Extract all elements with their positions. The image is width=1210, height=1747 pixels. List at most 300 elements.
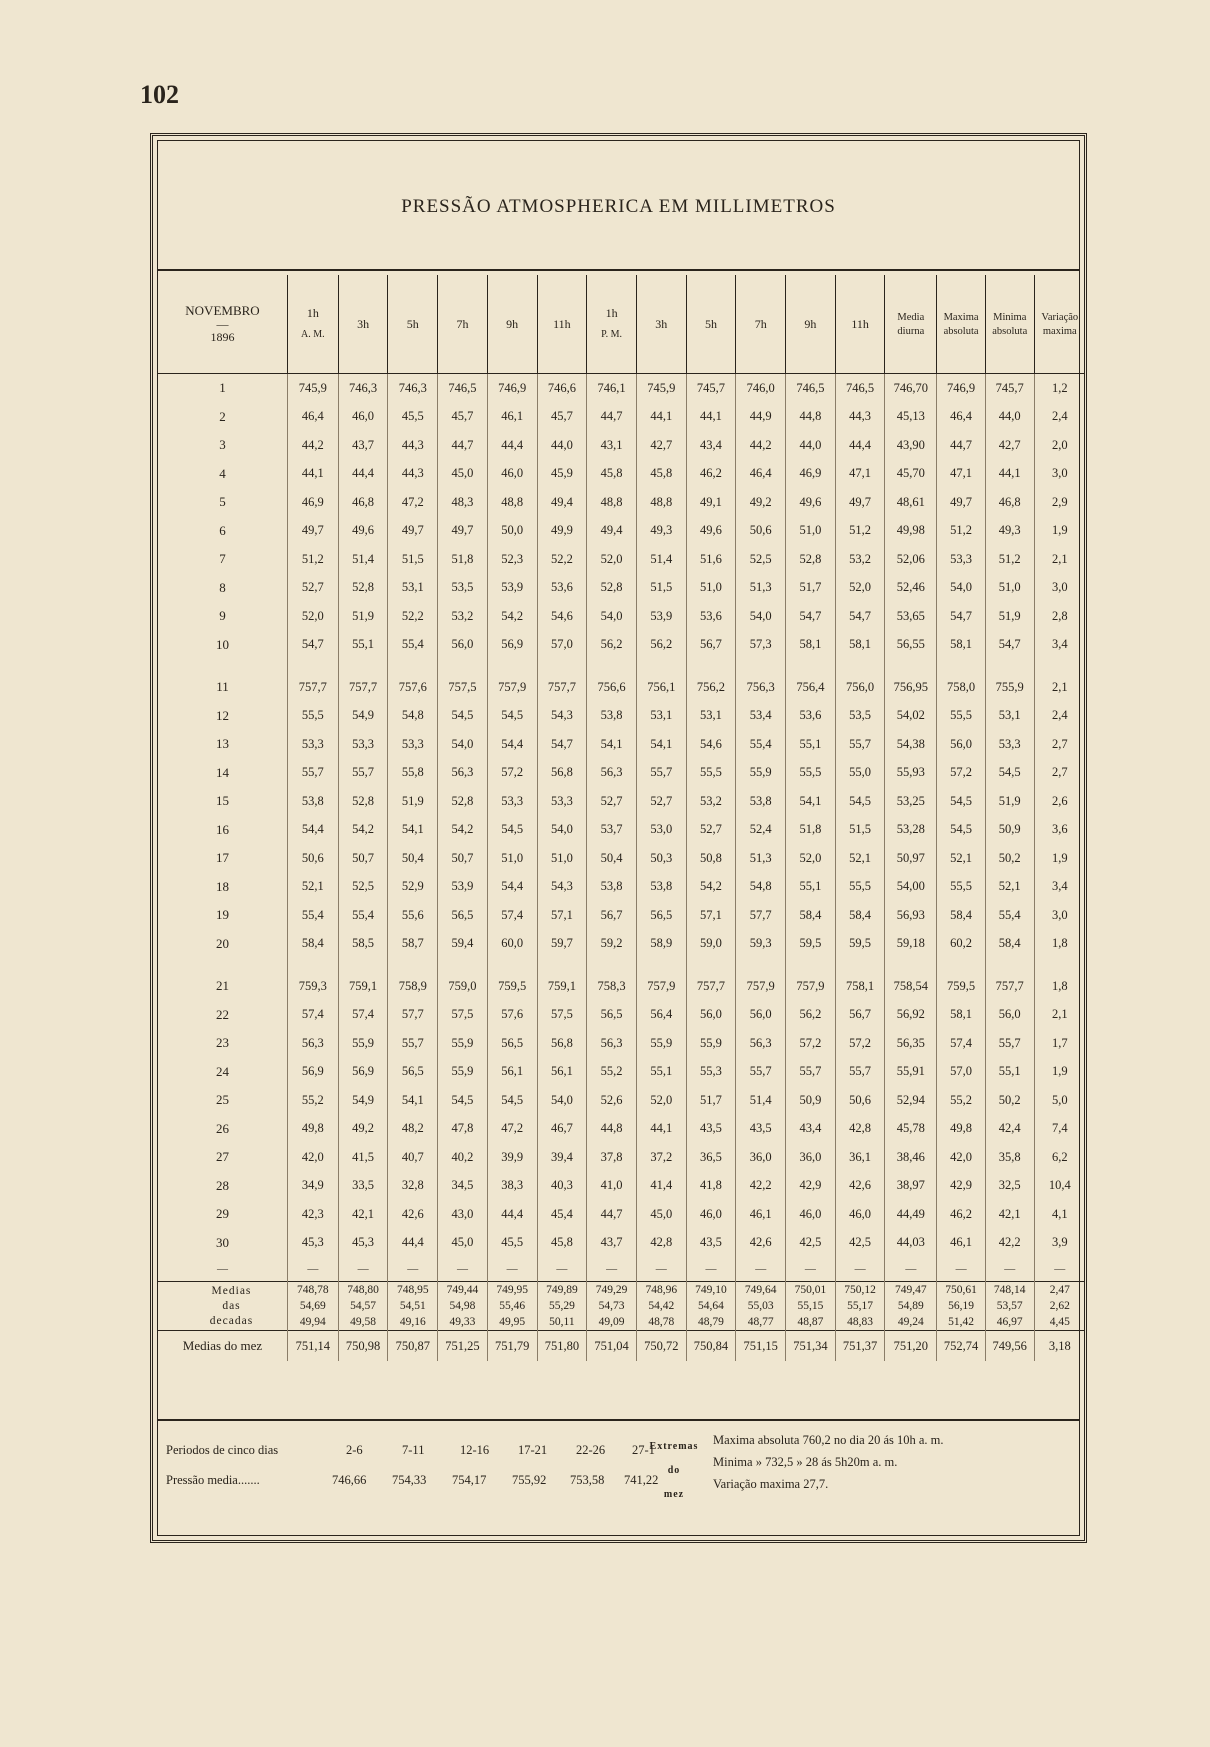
value-cell: 1,7: [1034, 1029, 1085, 1058]
day-cell: 4: [219, 465, 226, 481]
decade-value: 750,12: [835, 1282, 885, 1299]
value-cell: 55,9: [636, 1029, 686, 1058]
day-cell: 21: [215, 978, 229, 994]
value-cell: 757,9: [636, 972, 686, 1001]
value-cell: 3,0: [1034, 574, 1085, 603]
value-cell: 46,1: [937, 1229, 986, 1258]
value-cell: 43,7: [338, 431, 388, 460]
value-cell: 44,4: [338, 460, 388, 489]
value-cell: 54,7: [537, 730, 587, 759]
value-cell: 44,0: [985, 403, 1034, 432]
value-cell: 49,7: [287, 517, 338, 546]
value-cell: 56,5: [388, 1058, 438, 1087]
value-cell: 51,0: [786, 517, 836, 546]
periodo-value: 22-26: [576, 1443, 606, 1457]
value-cell: 52,2: [537, 545, 587, 574]
periodos-label: Periodos de cinco dias: [166, 1443, 279, 1457]
value-cell: 53,1: [985, 702, 1034, 731]
value-cell: 746,3: [388, 374, 438, 403]
value-cell: 51,2: [287, 545, 338, 574]
extremas-maxima: Maxima absoluta 760,2 no dia 20 ás 10h a. m.: [713, 1433, 944, 1447]
value-cell: 45,4: [537, 1200, 587, 1229]
dash-cell: —: [216, 1263, 228, 1275]
value-cell: 757,7: [985, 972, 1034, 1001]
value-cell: 60,0: [487, 930, 537, 959]
variacao-header: Variação maxima: [1034, 275, 1085, 374]
value-cell: 757,7: [537, 673, 587, 702]
value-cell: 44,03: [885, 1229, 937, 1258]
value-cell: 52,8: [786, 545, 836, 574]
value-cell: 53,1: [636, 702, 686, 731]
value-cell: 51,3: [736, 574, 786, 603]
value-cell: 57,5: [537, 1001, 587, 1030]
value-cell: 4,1: [1034, 1200, 1085, 1229]
value-cell: 55,5: [835, 873, 885, 902]
decade-value: 48,87: [786, 1314, 836, 1331]
table-row: [158, 1086, 1085, 1115]
value-cell: 53,5: [438, 574, 488, 603]
periodo-value: 27-1: [632, 1443, 655, 1457]
day-cell: 20: [215, 935, 229, 951]
value-cell: 46,0: [338, 403, 388, 432]
value-cell: 56,1: [537, 1058, 587, 1087]
value-cell: 55,0: [835, 759, 885, 788]
value-cell: 53,3: [487, 787, 537, 816]
value-cell: 55,7: [786, 1058, 836, 1087]
value-cell: 55,3: [686, 1058, 736, 1087]
decade-label: Medias das decadas: [158, 1282, 287, 1331]
value-cell: 51,4: [636, 545, 686, 574]
value-cell: 55,1: [786, 730, 836, 759]
value-cell: 10,4: [1034, 1172, 1085, 1201]
value-cell: 51,0: [686, 574, 736, 603]
value-cell: 44,1: [287, 460, 338, 489]
value-cell: 56,2: [786, 1001, 836, 1030]
value-cell: 57,5: [438, 1001, 488, 1030]
value-cell: 41,8: [686, 1172, 736, 1201]
value-cell: 757,9: [786, 972, 836, 1001]
value-cell: 757,9: [487, 673, 537, 702]
value-cell: 746,9: [487, 374, 537, 403]
decade-value: 748,14: [985, 1282, 1034, 1299]
value-cell: 36,0: [736, 1143, 786, 1172]
value-cell: 51,4: [736, 1086, 786, 1115]
value-cell: 756,2: [686, 673, 736, 702]
value-cell: 55,4: [985, 901, 1034, 930]
value-cell: 758,3: [587, 972, 637, 1001]
day-cell: 18: [215, 878, 229, 894]
value-cell: 40,2: [438, 1143, 488, 1172]
value-cell: 52,5: [338, 873, 388, 902]
value-cell: 51,8: [786, 816, 836, 845]
media-diurna-header: Media diurna: [885, 275, 937, 374]
pressao-value: 754,17: [452, 1473, 487, 1487]
value-cell: 38,97: [885, 1172, 937, 1201]
medias-mez-value: 3,18: [1034, 1331, 1085, 1362]
value-cell: 53,6: [537, 574, 587, 603]
day-cell: 26: [215, 1120, 229, 1136]
value-cell: 53,1: [686, 702, 736, 731]
value-cell: 745,7: [985, 374, 1034, 403]
value-cell: 54,5: [937, 787, 986, 816]
value-cell: 56,35: [885, 1029, 937, 1058]
value-cell: 50,4: [587, 844, 637, 873]
value-cell: 55,2: [587, 1058, 637, 1087]
value-cell: 54,8: [736, 873, 786, 902]
value-cell: 2,4: [1034, 403, 1085, 432]
value-cell: 53,7: [587, 816, 637, 845]
value-cell: 47,2: [388, 488, 438, 517]
value-cell: 51,9: [985, 602, 1034, 631]
extremas-variacao: Variação maxima 27,7.: [713, 1477, 829, 1491]
periodo-value: 2-6: [346, 1443, 363, 1457]
value-cell: 51,8: [438, 545, 488, 574]
value-cell: 58,1: [937, 1001, 986, 1030]
value-cell: 57,4: [487, 901, 537, 930]
value-cell: 51,5: [835, 816, 885, 845]
value-cell: 59,2: [587, 930, 637, 959]
value-cell: 54,9: [338, 1086, 388, 1115]
table-row: [158, 1115, 1085, 1144]
footer: [158, 1419, 1079, 1541]
value-cell: 52,8: [438, 787, 488, 816]
day-cell: 2: [219, 408, 226, 424]
value-cell: 55,2: [287, 1086, 338, 1115]
header-row: [158, 275, 1085, 374]
value-cell: 758,54: [885, 972, 937, 1001]
value-cell: 54,7: [835, 602, 885, 631]
value-cell: 57,1: [537, 901, 587, 930]
table-inner: [157, 140, 1080, 1536]
table-row: [158, 972, 1085, 1001]
value-cell: 55,5: [686, 759, 736, 788]
value-cell: 47,1: [835, 460, 885, 489]
value-cell: 53,2: [686, 787, 736, 816]
table-row: [158, 460, 1085, 489]
day-cell: 16: [215, 821, 229, 837]
value-cell: 42,6: [388, 1200, 438, 1229]
value-cell: 59,18: [885, 930, 937, 959]
table-row: [158, 930, 1085, 959]
value-cell: 51,9: [388, 787, 438, 816]
value-cell: 46,9: [287, 488, 338, 517]
value-cell: 37,8: [587, 1143, 637, 1172]
value-cell: 48,8: [487, 488, 537, 517]
minima-header: Minima absoluta: [985, 275, 1034, 374]
value-cell: 53,3: [937, 545, 986, 574]
day-cell: 23: [215, 1035, 229, 1051]
spacer-row: [158, 958, 1085, 972]
value-cell: 42,7: [985, 431, 1034, 460]
value-cell: 53,8: [587, 873, 637, 902]
value-cell: 50,0: [487, 517, 537, 546]
value-cell: 55,2: [937, 1086, 986, 1115]
value-cell: 52,1: [835, 844, 885, 873]
value-cell: 51,9: [985, 787, 1034, 816]
value-cell: 50,6: [835, 1086, 885, 1115]
value-cell: 44,0: [537, 431, 587, 460]
value-cell: 42,9: [937, 1172, 986, 1201]
day-cell: 7: [219, 551, 226, 567]
day-cell: 1: [219, 380, 226, 396]
table-row: [158, 816, 1085, 845]
day-cell: 9: [219, 608, 226, 624]
value-cell: 54,00: [885, 873, 937, 902]
hour-header: 11h: [835, 275, 885, 374]
day-cell: 17: [215, 850, 229, 866]
value-cell: 49,8: [287, 1115, 338, 1144]
table-row: [158, 673, 1085, 702]
value-cell: 44,1: [636, 403, 686, 432]
decade-value: 749,64: [736, 1282, 786, 1299]
decade-value: 49,09: [587, 1314, 637, 1331]
decade-value: 54,42: [636, 1298, 686, 1314]
decade-value: 49,95: [487, 1314, 537, 1331]
value-cell: 56,5: [438, 901, 488, 930]
value-cell: 1,9: [1034, 517, 1085, 546]
value-cell: 58,4: [786, 901, 836, 930]
value-cell: 51,0: [985, 574, 1034, 603]
day-cell: 10: [215, 636, 229, 652]
value-cell: 1,9: [1034, 844, 1085, 873]
maxima-header: Maxima absoluta: [937, 275, 986, 374]
table-row: [158, 1229, 1085, 1258]
value-cell: 49,98: [885, 517, 937, 546]
value-cell: 42,7: [636, 431, 686, 460]
value-cell: 45,78: [885, 1115, 937, 1144]
value-cell: 42,3: [287, 1200, 338, 1229]
value-cell: 759,3: [287, 972, 338, 1001]
pressao-value: 753,58: [570, 1473, 605, 1487]
value-cell: 46,4: [937, 403, 986, 432]
value-cell: 757,6: [388, 673, 438, 702]
pressure-table: [158, 275, 1085, 1361]
value-cell: 54,2: [487, 602, 537, 631]
value-cell: 56,3: [736, 1029, 786, 1058]
value-cell: 36,1: [835, 1143, 885, 1172]
value-cell: 53,3: [537, 787, 587, 816]
decade-value: 48,79: [686, 1314, 736, 1331]
value-cell: 56,5: [487, 1029, 537, 1058]
table-row: [158, 787, 1085, 816]
value-cell: 44,2: [287, 431, 338, 460]
value-cell: 51,9: [338, 602, 388, 631]
value-cell: 759,1: [537, 972, 587, 1001]
day-cell: 24: [215, 1063, 229, 1079]
decade-value: 53,57: [985, 1298, 1034, 1314]
value-cell: 57,1: [686, 901, 736, 930]
decade-value: 748,95: [388, 1282, 438, 1299]
value-cell: 49,8: [937, 1115, 986, 1144]
dash-cell: —: [885, 1257, 937, 1282]
value-cell: 43,4: [686, 431, 736, 460]
value-cell: 50,9: [786, 1086, 836, 1115]
dash-cell: —: [388, 1257, 438, 1282]
value-cell: 52,7: [287, 574, 338, 603]
value-cell: 53,1: [388, 574, 438, 603]
value-cell: 50,4: [388, 844, 438, 873]
decade-value: 750,61: [937, 1282, 986, 1299]
hour-header: 1h A. M.: [287, 275, 338, 374]
value-cell: 2,1: [1034, 1001, 1085, 1030]
pressao-value: 755,92: [512, 1473, 547, 1487]
value-cell: 56,9: [338, 1058, 388, 1087]
table-row: [158, 873, 1085, 902]
value-cell: 48,8: [587, 488, 637, 517]
value-cell: 57,4: [287, 1001, 338, 1030]
value-cell: 48,8: [636, 488, 686, 517]
value-cell: 745,7: [686, 374, 736, 403]
value-cell: 42,0: [287, 1143, 338, 1172]
decade-value: 749,95: [487, 1282, 537, 1299]
value-cell: 55,1: [338, 631, 388, 660]
value-cell: 3,4: [1034, 631, 1085, 660]
value-cell: 2,1: [1034, 673, 1085, 702]
value-cell: 52,9: [388, 873, 438, 902]
value-cell: 52,8: [338, 574, 388, 603]
value-cell: 54,1: [636, 730, 686, 759]
value-cell: 58,5: [338, 930, 388, 959]
value-cell: 49,2: [736, 488, 786, 517]
decade-value: 749,29: [587, 1282, 637, 1299]
value-cell: 55,1: [636, 1058, 686, 1087]
value-cell: 44,4: [835, 431, 885, 460]
value-cell: 34,9: [287, 1172, 338, 1201]
value-cell: 46,0: [487, 460, 537, 489]
title-rule: [158, 269, 1079, 271]
value-cell: 56,7: [686, 631, 736, 660]
value-cell: 759,5: [487, 972, 537, 1001]
table-row: [158, 702, 1085, 731]
value-cell: 51,2: [937, 517, 986, 546]
value-cell: 746,5: [835, 374, 885, 403]
value-cell: 55,8: [388, 759, 438, 788]
value-cell: 46,1: [487, 403, 537, 432]
decade-value: 54,69: [287, 1298, 338, 1314]
value-cell: 57,6: [487, 1001, 537, 1030]
value-cell: 53,9: [487, 574, 537, 603]
value-cell: 56,9: [287, 1058, 338, 1087]
medias-mez-row: [158, 1331, 1085, 1362]
value-cell: 53,4: [736, 702, 786, 731]
value-cell: 2,4: [1034, 702, 1085, 731]
decade-value: 748,96: [636, 1282, 686, 1299]
decade-value: 49,58: [338, 1314, 388, 1331]
value-cell: 53,9: [438, 873, 488, 902]
value-cell: 54,5: [835, 787, 885, 816]
value-cell: 45,7: [438, 403, 488, 432]
day-cell: 28: [215, 1177, 229, 1193]
value-cell: 56,4: [636, 1001, 686, 1030]
value-cell: 756,1: [636, 673, 686, 702]
value-cell: 54,5: [937, 816, 986, 845]
value-cell: 52,0: [587, 545, 637, 574]
day-cell: 13: [215, 736, 229, 752]
spacer-row: [158, 659, 1085, 673]
value-cell: 59,5: [786, 930, 836, 959]
value-cell: 52,94: [885, 1086, 937, 1115]
value-cell: 58,4: [835, 901, 885, 930]
value-cell: 53,8: [587, 702, 637, 731]
value-cell: 3,9: [1034, 1229, 1085, 1258]
value-cell: 49,6: [786, 488, 836, 517]
value-cell: 46,0: [786, 1200, 836, 1229]
value-cell: 57,2: [487, 759, 537, 788]
value-cell: 44,3: [388, 431, 438, 460]
value-cell: 54,3: [537, 873, 587, 902]
value-cell: 54,5: [487, 816, 537, 845]
dash-cell: —: [835, 1257, 885, 1282]
value-cell: 43,5: [686, 1115, 736, 1144]
value-cell: 55,7: [835, 730, 885, 759]
value-cell: 1,9: [1034, 1058, 1085, 1087]
value-cell: 52,7: [686, 816, 736, 845]
hour-header: 3h: [636, 275, 686, 374]
value-cell: 7,4: [1034, 1115, 1085, 1144]
table-title: PRESSÃO ATMOSPHERICA EM MILLIMETROS: [401, 196, 836, 217]
day-cell: 5: [219, 494, 226, 510]
value-cell: 50,97: [885, 844, 937, 873]
value-cell: 53,9: [636, 602, 686, 631]
value-cell: 55,9: [686, 1029, 736, 1058]
value-cell: 49,7: [937, 488, 986, 517]
value-cell: 758,0: [937, 673, 986, 702]
value-cell: 746,5: [438, 374, 488, 403]
value-cell: 48,61: [885, 488, 937, 517]
value-cell: 39,9: [487, 1143, 537, 1172]
decade-value: 55,15: [786, 1298, 836, 1314]
value-cell: 54,6: [686, 730, 736, 759]
value-cell: 53,8: [287, 787, 338, 816]
value-cell: 55,91: [885, 1058, 937, 1087]
value-cell: 50,7: [438, 844, 488, 873]
value-cell: 58,1: [835, 631, 885, 660]
value-cell: 55,7: [985, 1029, 1034, 1058]
value-cell: 56,2: [636, 631, 686, 660]
decade-value: 48,83: [835, 1314, 885, 1331]
dash-cell: —: [985, 1257, 1034, 1282]
value-cell: 756,6: [587, 673, 637, 702]
value-cell: 1,8: [1034, 972, 1085, 1001]
value-cell: 56,3: [587, 759, 637, 788]
value-cell: 59,7: [537, 930, 587, 959]
value-cell: 746,6: [537, 374, 587, 403]
medias-mez-value: 750,98: [338, 1331, 388, 1362]
table-row: [158, 517, 1085, 546]
value-cell: 45,70: [885, 460, 937, 489]
value-cell: 36,5: [686, 1143, 736, 1172]
value-cell: 757,5: [438, 673, 488, 702]
medias-mez-value: 751,20: [885, 1331, 937, 1362]
value-cell: 46,4: [287, 403, 338, 432]
value-cell: 52,5: [736, 545, 786, 574]
value-cell: 758,1: [835, 972, 885, 1001]
value-cell: 55,7: [287, 759, 338, 788]
value-cell: 46,2: [686, 460, 736, 489]
table-row: [158, 602, 1085, 631]
value-cell: 746,3: [338, 374, 388, 403]
value-cell: 32,5: [985, 1172, 1034, 1201]
hour-header: 5h: [388, 275, 438, 374]
value-cell: 50,8: [686, 844, 736, 873]
value-cell: 54,1: [388, 816, 438, 845]
value-cell: 745,9: [287, 374, 338, 403]
value-cell: 48,2: [388, 1115, 438, 1144]
value-cell: 46,4: [736, 460, 786, 489]
value-cell: 44,4: [487, 431, 537, 460]
value-cell: 36,0: [786, 1143, 836, 1172]
value-cell: 52,1: [985, 873, 1034, 902]
